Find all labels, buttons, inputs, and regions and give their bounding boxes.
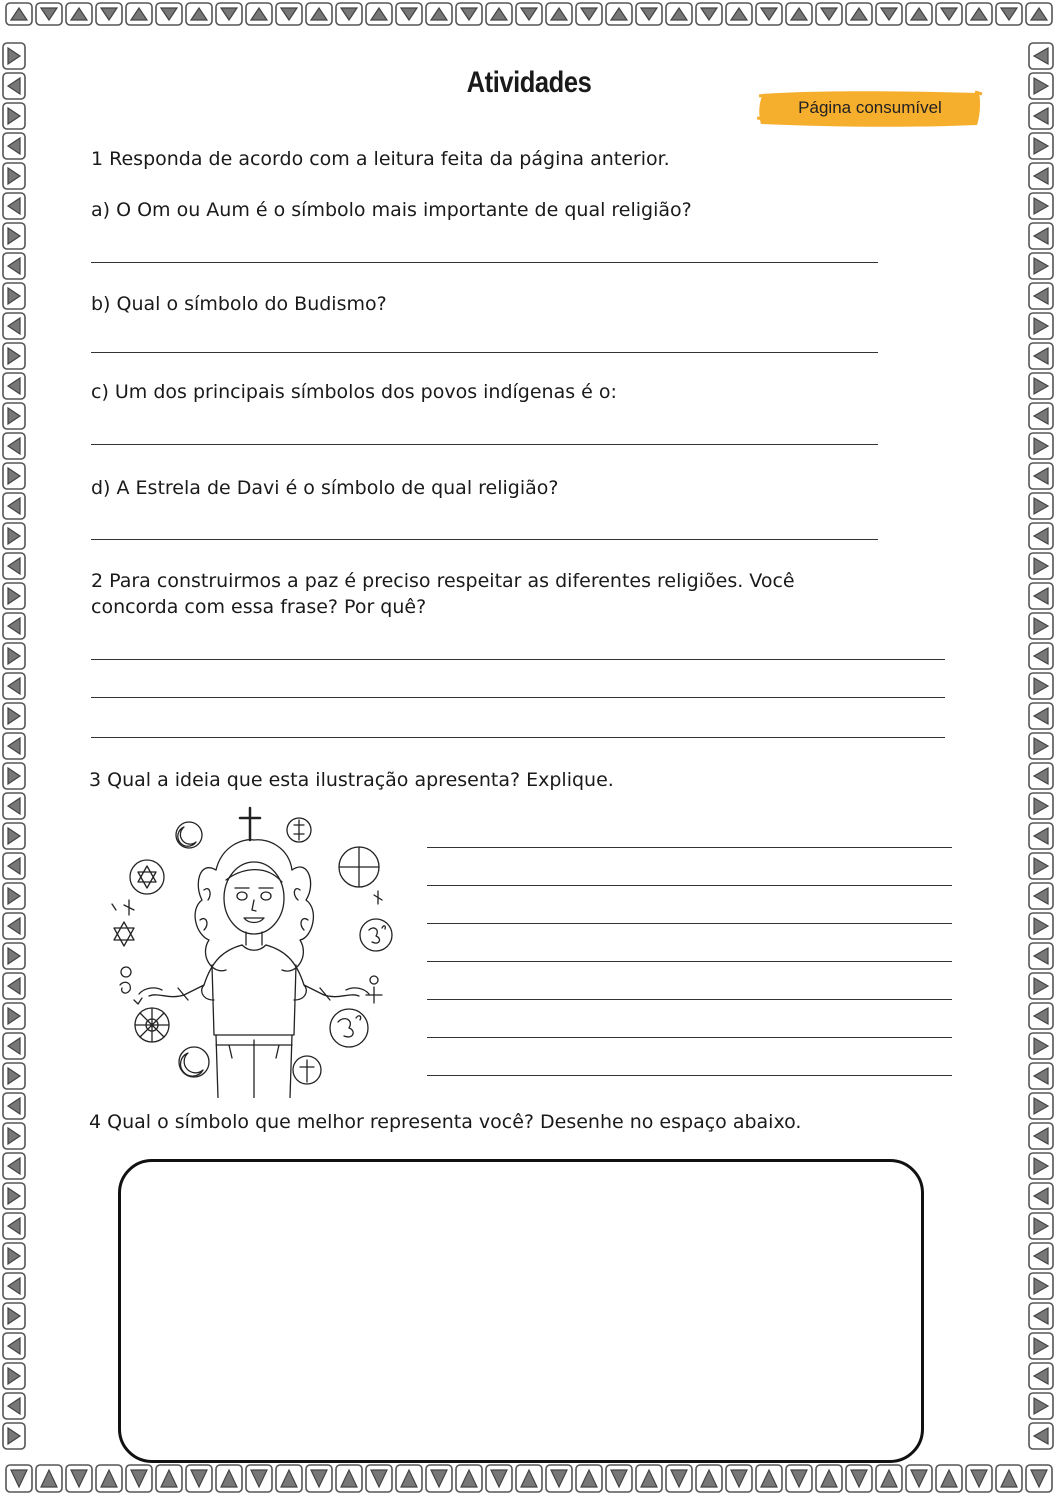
border-ornament-icon <box>1029 373 1053 399</box>
border-ornament-icon <box>6 1465 32 1492</box>
border-ornament-icon <box>1029 1303 1053 1329</box>
border-ornament-icon <box>1029 763 1053 789</box>
border-ornament-icon <box>336 1465 362 1492</box>
border-ornament-icon <box>1029 523 1053 549</box>
border-ornament-icon <box>546 1465 572 1492</box>
consumable-page-badge <box>757 88 983 130</box>
border-ornament-icon <box>1029 343 1053 369</box>
girl-with-religious-symbols-icon <box>104 800 404 1102</box>
border-ornament-icon <box>3 763 25 789</box>
border-ornament-icon <box>1026 1465 1052 1492</box>
border-ornament-icon <box>3 883 25 909</box>
border-ornament-icon <box>3 1183 25 1209</box>
border-ornament-icon <box>3 853 25 879</box>
border-ornament-icon <box>396 3 422 25</box>
border-ornament-icon <box>1029 313 1053 339</box>
border-ornament-icon <box>1029 133 1053 159</box>
border-ornament-icon <box>1029 193 1053 219</box>
border-ornament-icon <box>3 1273 25 1299</box>
border-ornament-icon <box>786 1465 812 1492</box>
border-ornament-icon <box>3 403 25 429</box>
border-ornament-icon <box>666 1465 692 1492</box>
border-ornament-icon <box>1029 1213 1053 1239</box>
question-2-line1: 2 Para construirmos a paz é preciso respeitar as diferentes religiões. Você <box>91 570 795 592</box>
answer-line[interactable] <box>91 262 878 263</box>
question-1-intro: 1 Responda de acordo com a leitura feita da página anterior. <box>91 148 670 170</box>
border-ornament-icon <box>3 973 25 999</box>
answer-line[interactable] <box>427 923 952 924</box>
border-ornament-icon <box>66 3 92 25</box>
border-ornament-icon <box>1029 223 1053 249</box>
border-ornament-icon <box>1029 1003 1053 1029</box>
border-ornament-icon <box>1029 1033 1053 1059</box>
border-ornament-icon <box>876 1465 902 1492</box>
question-1d: d) A Estrela de Davi é o símbolo de qual religião? <box>91 477 559 499</box>
border-ornament-icon <box>1029 163 1053 189</box>
border-ornament-icon <box>3 223 25 249</box>
border-right <box>1026 30 1058 1462</box>
border-ornament-icon <box>1029 433 1053 459</box>
border-ornament-icon <box>1029 943 1053 969</box>
border-ornament-icon <box>3 703 25 729</box>
border-ornament-icon <box>1029 463 1053 489</box>
border-ornament-icon <box>1029 43 1053 69</box>
border-left <box>0 30 30 1462</box>
border-ornament-icon <box>126 1465 152 1492</box>
border-ornament-icon <box>1029 1183 1053 1209</box>
border-ornament-icon <box>3 433 25 459</box>
answer-line[interactable] <box>427 999 952 1000</box>
border-ornament-icon <box>1029 1333 1053 1359</box>
border-ornament-icon <box>3 103 25 129</box>
border-ornament-icon <box>936 1465 962 1492</box>
border-ornament-icon <box>636 3 662 25</box>
border-ornament-icon <box>3 673 25 699</box>
border-ornament-icon <box>576 3 602 25</box>
border-ornament-icon <box>36 1465 62 1492</box>
border-ornament-icon <box>3 133 25 159</box>
border-ornament-icon <box>1029 1273 1053 1299</box>
border-ornament-icon <box>216 3 242 25</box>
border-ornament-icon <box>246 3 272 25</box>
border-ornament-icon <box>546 3 572 25</box>
border-ornament-icon <box>456 1465 482 1492</box>
border-ornament-icon <box>1029 913 1053 939</box>
answer-line[interactable] <box>427 885 952 886</box>
question-2-line2: concorda com essa frase? Por quê? <box>91 596 427 618</box>
question-1b: b) Qual o símbolo do Budismo? <box>91 293 387 315</box>
answer-line[interactable] <box>91 737 945 738</box>
border-ornament-icon <box>3 1393 25 1419</box>
border-ornament-icon <box>366 3 392 25</box>
border-ornament-icon <box>3 253 25 279</box>
border-ornament-icon <box>846 1465 872 1492</box>
border-ornament-icon <box>3 943 25 969</box>
border-top <box>0 0 1058 30</box>
border-ornament-icon <box>3 823 25 849</box>
border-ornament-icon <box>1029 1393 1053 1419</box>
border-ornament-icon <box>1029 823 1053 849</box>
border-ornament-icon <box>756 1465 782 1492</box>
border-ornament-icon <box>3 1243 25 1269</box>
border-ornament-icon <box>276 1465 302 1492</box>
border-ornament-icon <box>1029 583 1053 609</box>
border-ornament-icon <box>1029 733 1053 759</box>
answer-line[interactable] <box>91 444 878 445</box>
border-ornament-icon <box>3 1033 25 1059</box>
border-ornament-icon <box>1029 403 1053 429</box>
border-ornament-icon <box>426 3 452 25</box>
border-ornament-icon <box>516 1465 542 1492</box>
border-ornament-icon <box>1029 1123 1053 1149</box>
border-ornament-icon <box>1029 883 1053 909</box>
border-ornament-icon <box>3 583 25 609</box>
answer-line[interactable] <box>91 539 878 540</box>
border-ornament-icon <box>96 3 122 25</box>
page-title: Atividades <box>466 66 592 99</box>
border-ornament-icon <box>786 3 812 25</box>
border-ornament-icon <box>516 3 542 25</box>
border-ornament-icon <box>936 3 962 25</box>
border-ornament-icon <box>756 3 782 25</box>
border-ornament-icon <box>186 3 212 25</box>
border-ornament-icon <box>66 1465 92 1492</box>
border-ornament-icon <box>1029 643 1053 669</box>
border-ornament-icon <box>276 3 302 25</box>
border-ornament-icon <box>3 283 25 309</box>
answer-line[interactable] <box>427 1037 952 1038</box>
border-ornament-icon <box>396 1465 422 1492</box>
border-ornament-icon <box>1029 1363 1053 1389</box>
border-ornament-icon <box>1029 73 1053 99</box>
border-ornament-icon <box>3 793 25 819</box>
answer-line[interactable] <box>427 961 952 962</box>
border-ornament-icon <box>3 463 25 489</box>
border-ornament-icon <box>1029 1423 1053 1449</box>
border-ornament-icon <box>1029 1153 1053 1179</box>
border-ornament-icon <box>3 553 25 579</box>
border-ornament-icon <box>816 3 842 25</box>
border-ornament-icon <box>3 163 25 189</box>
border-ornament-icon <box>96 1465 122 1492</box>
border-bottom <box>0 1462 1058 1497</box>
border-ornament-icon <box>156 1465 182 1492</box>
border-ornament-icon <box>3 1093 25 1119</box>
border-ornament-icon <box>186 1465 212 1492</box>
border-ornament-icon <box>486 1465 512 1492</box>
border-ornament-icon <box>3 523 25 549</box>
border-ornament-icon <box>696 3 722 25</box>
border-ornament-icon <box>3 1213 25 1239</box>
border-ornament-icon <box>1029 703 1053 729</box>
border-ornament-icon <box>1029 793 1053 819</box>
border-ornament-icon <box>3 1123 25 1149</box>
border-ornament-icon <box>336 3 362 25</box>
border-ornament-icon <box>996 3 1022 25</box>
border-ornament-icon <box>3 1063 25 1089</box>
border-ornament-icon <box>1029 1093 1053 1119</box>
border-ornament-icon <box>3 73 25 99</box>
answer-line[interactable] <box>91 352 878 353</box>
border-ornament-icon <box>1029 613 1053 639</box>
border-ornament-icon <box>996 1465 1022 1492</box>
question-4: 4 Qual o símbolo que melhor representa você? Desenhe no espaço abaixo. <box>89 1111 802 1133</box>
border-ornament-icon <box>3 1153 25 1179</box>
border-ornament-icon <box>1029 493 1053 519</box>
border-ornament-icon <box>846 3 872 25</box>
border-ornament-icon <box>306 3 332 25</box>
badge-label: Página consumível <box>798 98 942 117</box>
border-ornament-icon <box>6 3 32 25</box>
answer-line[interactable] <box>91 659 945 660</box>
question-3: 3 Qual a ideia que esta ilustração apresenta? Explique. <box>89 769 614 791</box>
border-ornament-icon <box>1029 283 1053 309</box>
border-ornament-icon <box>966 1465 992 1492</box>
border-ornament-icon <box>1029 1063 1053 1089</box>
border-ornament-icon <box>366 1465 392 1492</box>
border-ornament-icon <box>456 3 482 25</box>
border-ornament-icon <box>126 3 152 25</box>
border-ornament-icon <box>906 1465 932 1492</box>
question-1a: a) O Om ou Aum é o símbolo mais importante de qual religião? <box>91 199 692 221</box>
border-ornament-icon <box>3 733 25 759</box>
border-ornament-icon <box>696 1465 722 1492</box>
border-ornament-icon <box>3 1363 25 1389</box>
answer-line[interactable] <box>427 1075 952 1076</box>
border-ornament-icon <box>486 3 512 25</box>
border-ornament-icon <box>636 1465 662 1492</box>
border-ornament-icon <box>606 1465 632 1492</box>
border-ornament-icon <box>726 3 752 25</box>
border-ornament-icon <box>216 1465 242 1492</box>
border-ornament-icon <box>1029 973 1053 999</box>
border-ornament-icon <box>3 493 25 519</box>
border-ornament-icon <box>3 643 25 669</box>
border-ornament-icon <box>3 373 25 399</box>
border-ornament-icon <box>3 43 25 69</box>
border-ornament-icon <box>876 3 902 25</box>
question-1c: c) Um dos principais símbolos dos povos indígenas é o: <box>91 381 617 403</box>
border-ornament-icon <box>1029 553 1053 579</box>
border-ornament-icon <box>426 1465 452 1492</box>
border-ornament-icon <box>966 3 992 25</box>
border-ornament-icon <box>3 1003 25 1029</box>
border-ornament-icon <box>1026 3 1052 25</box>
border-ornament-icon <box>3 343 25 369</box>
border-ornament-icon <box>906 3 932 25</box>
border-ornament-icon <box>246 1465 272 1492</box>
answer-line[interactable] <box>427 847 952 848</box>
border-ornament-icon <box>3 1423 25 1449</box>
border-ornament-icon <box>3 313 25 339</box>
border-ornament-icon <box>156 3 182 25</box>
border-ornament-icon <box>816 1465 842 1492</box>
border-ornament-icon <box>1029 853 1053 879</box>
drawing-area[interactable] <box>118 1159 924 1463</box>
border-ornament-icon <box>3 613 25 639</box>
answer-line[interactable] <box>91 697 945 698</box>
border-ornament-icon <box>606 3 632 25</box>
border-ornament-icon <box>1029 673 1053 699</box>
border-ornament-icon <box>3 1333 25 1359</box>
border-ornament-icon <box>576 1465 602 1492</box>
border-ornament-icon <box>1029 103 1053 129</box>
border-ornament-icon <box>3 193 25 219</box>
border-ornament-icon <box>1029 1243 1053 1269</box>
border-ornament-icon <box>36 3 62 25</box>
border-ornament-icon <box>666 3 692 25</box>
border-ornament-icon <box>306 1465 332 1492</box>
border-ornament-icon <box>1029 253 1053 279</box>
border-ornament-icon <box>3 913 25 939</box>
border-ornament-icon <box>726 1465 752 1492</box>
border-ornament-icon <box>3 1303 25 1329</box>
